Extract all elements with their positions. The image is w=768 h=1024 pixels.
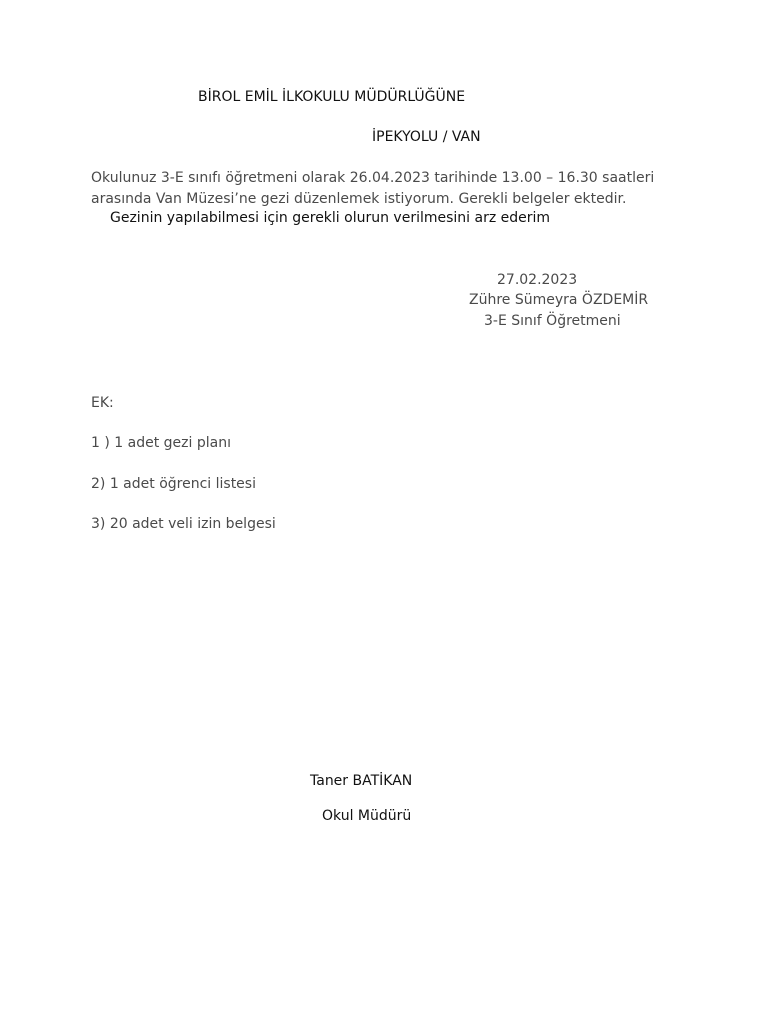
principal-title: Okul Müdürü (322, 808, 412, 824)
body-line-2: arasında Van Müzesi’ne gezi düzenlemek istiyorum. Gerekli belgeler ektedir. (91, 191, 627, 207)
letter-date: 27.02.2023 (497, 272, 578, 288)
body-line-1: Okulunuz 3-E sınıfı öğretmeni olarak 26.04.2023 tarihinde 13.00 – 16.30 saatleri (91, 170, 655, 186)
attachments-label: EK: (91, 395, 114, 411)
principal-name: Taner BATİKAN (310, 773, 413, 789)
attachment-item: 3) 20 adet veli izin belgesi (91, 516, 276, 532)
letter-recipient-heading: BİROL EMİL İLKOKULU MÜDÜRLÜĞÜNE (198, 89, 466, 105)
sender-role: 3-E Sınıf Öğretmeni (484, 313, 621, 329)
attachment-item: 2) 1 adet öğrenci listesi (91, 476, 256, 492)
attachment-item: 1 ) 1 adet gezi planı (91, 435, 231, 451)
body-line-3: Gezinin yapılabilmesi için gerekli olurun verilmesini arz ederim (110, 210, 551, 226)
sender-name: Zühre Sümeyra ÖZDEMİR (469, 292, 649, 308)
recipient-location: İPEKYOLU / VAN (372, 129, 481, 145)
